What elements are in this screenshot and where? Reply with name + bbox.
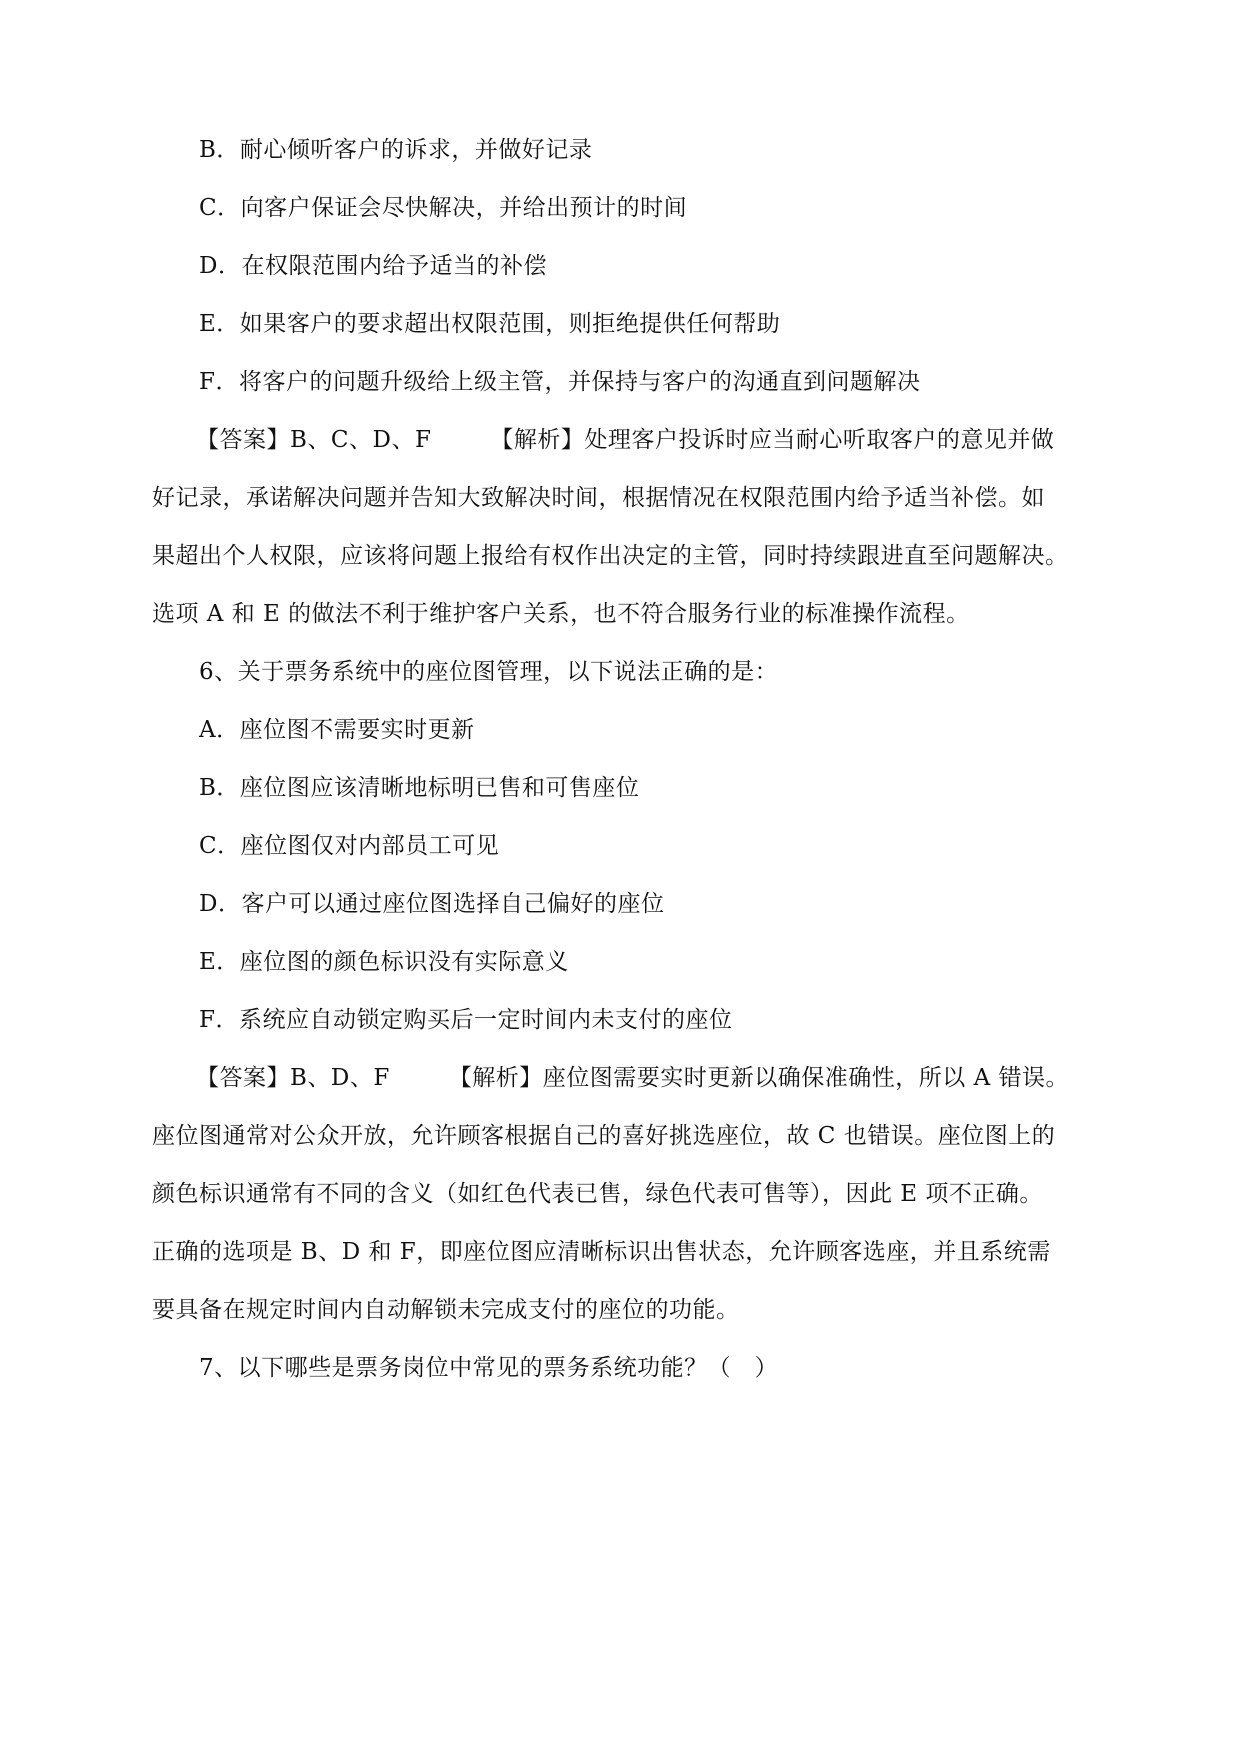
q6-option-f: F．系统应自动锁定购买后一定时间内未支付的座位 xyxy=(199,1007,733,1033)
q5-option-f: F．将客户的问题升级给上级主管，并保持与客户的沟通直到问题解决 xyxy=(199,369,921,395)
q5-answer-line-4: 选项 A 和 E 的做法不利于维护客户关系，也不符合服务行业的标准操作流程。 xyxy=(152,601,970,627)
q7-question: 7、以下哪些是票务岗位中常见的票务系统功能？（ ） xyxy=(199,1355,779,1381)
q6-option-d: D．客户可以通过座位图选择自己偏好的座位 xyxy=(199,891,665,917)
q5-answer-line-3: 果超出个人权限，应该将问题上报给有权作出决定的主管，同时持续跟进直至问题解决。 xyxy=(152,543,1069,569)
q6-option-a: A．座位图不需要实时更新 xyxy=(199,717,475,743)
q6-answer-line-2: 座位图通常对公众开放，允许顾客根据自己的喜好挑选座位，故 C 也错误。座位图上的 xyxy=(152,1123,1056,1149)
q6-option-e: E．座位图的颜色标识没有实际意义 xyxy=(199,949,569,975)
q5-option-c: C．向客户保证会尽快解决，并给出预计的时间 xyxy=(199,195,688,221)
q5-option-b: B．耐心倾听客户的诉求，并做好记录 xyxy=(199,137,593,163)
q6-option-c: C．座位图仅对内部员工可见 xyxy=(199,833,500,859)
q5-option-d: D．在权限范围内给予适当的补偿 xyxy=(199,253,547,279)
q6-answer-line-5: 要具备在规定时间内自动解锁未完成支付的座位的功能。 xyxy=(152,1297,740,1323)
q6-option-b: B．座位图应该清晰地标明已售和可售座位 xyxy=(199,775,640,801)
q6-answer-line-1: 【答案】B、D、F 【解析】座位图需要实时更新以确保准确性，所以 A 错误。 xyxy=(196,1065,1070,1091)
q5-option-e: E．如果客户的要求超出权限范围，则拒绝提供任何帮助 xyxy=(199,311,781,337)
q6-answer-line-4: 正确的选项是 B、D 和 F，即座位图应清晰标识出售状态，允许顾客选座，并且系统需 xyxy=(152,1239,1051,1265)
q5-answer-line-2: 好记录，承诺解决问题并告知大致解决时间，根据情况在权限范围内给予适当补偿。如 xyxy=(152,485,1045,511)
q6-question: 6、关于票务系统中的座位图管理，以下说法正确的是： xyxy=(199,659,779,685)
q6-answer-line-3: 颜色标识通常有不同的含义（如红色代表已售，绿色代表可售等），因此 E 项不正确。 xyxy=(152,1181,1043,1207)
q5-answer-line-1: 【答案】B、C、D、F 【解析】处理客户投诉时应当耐心听取客户的意见并做 xyxy=(196,427,1055,453)
